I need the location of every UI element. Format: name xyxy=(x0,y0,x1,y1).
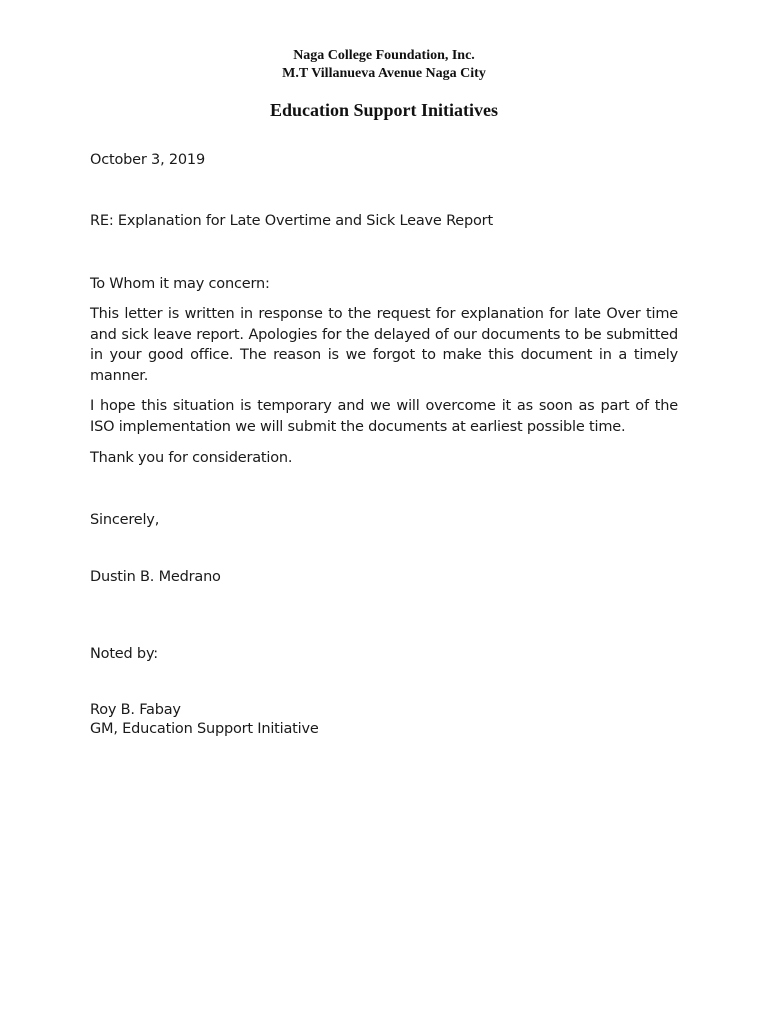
letter-date: October 3, 2019 xyxy=(90,152,205,168)
noted-by-label: Noted by: xyxy=(90,646,158,662)
signer-name: Dustin B. Medrano xyxy=(90,569,221,585)
organization-address: M.T Villanueva Avenue Naga City xyxy=(282,66,486,81)
letter-closing: Sincerely, xyxy=(90,512,160,528)
department-title: Education Support Initiatives xyxy=(269,100,499,120)
organization-name: Naga College Foundation, Inc. xyxy=(293,48,475,63)
letter-subject: RE: Explanation for Late Overtime and Sick Leave Report xyxy=(90,213,493,229)
letter-salutation: To Whom it may concern: xyxy=(90,276,270,292)
body-paragraph-1: This letter is written in response to the request for explanation for late Over time and sick leave report. Apologies for the delayed of our documents to be submitted in your good office. The reason is we forgot to make this document in a timely manner. xyxy=(90,306,678,384)
body-paragraph-2: I hope this situation is temporary and we will overcome it as soon as part of the ISO implementation we will submit the documents at earliest possible time. xyxy=(90,398,678,435)
approver-name: Roy B. Fabay xyxy=(90,702,181,718)
approver-title: GM, Education Support Initiative xyxy=(90,721,319,737)
letter-thanks: Thank you for consideration. xyxy=(90,450,293,466)
